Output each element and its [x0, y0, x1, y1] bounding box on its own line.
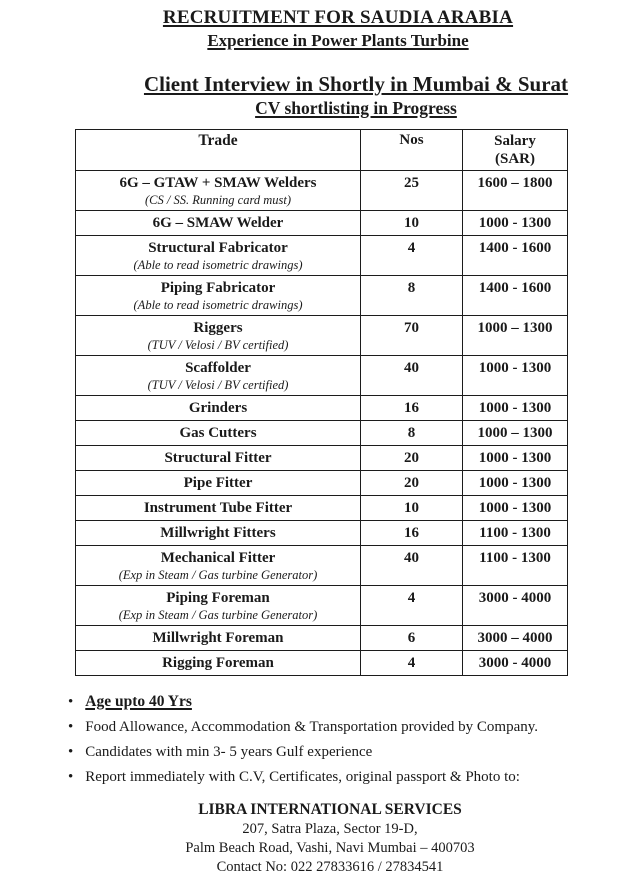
trade-cell — [76, 496, 361, 521]
trade-cell — [76, 626, 361, 651]
table-row — [76, 626, 568, 651]
trade-note: (TUV / Velosi / BV certified) — [147, 338, 289, 352]
nos-value: 25 — [361, 171, 463, 211]
table-row — [76, 651, 568, 676]
page-subtitle: Experience in Power Plants Turbine — [207, 31, 469, 50]
trade-name: Scaffolder — [185, 360, 251, 376]
trade-cell — [76, 236, 361, 276]
trade-name: Instrument Tube Fitter — [143, 500, 293, 516]
salary-value: 1000 - 1300 — [463, 396, 568, 421]
column-header-salary — [463, 130, 568, 171]
agency-address-line1: 207, Satra Plaza, Sector 19-D, — [242, 821, 418, 837]
table-row — [76, 276, 568, 316]
column-header-nos: Nos — [361, 130, 463, 171]
trade-cell — [76, 356, 361, 396]
bullet-text: Age upto 40 Yrs — [85, 693, 192, 710]
cv-shortlisting-heading: CV shortlisting in Progress — [255, 98, 457, 118]
table-row — [76, 521, 568, 546]
trade-name: Structural Fabricator — [148, 240, 288, 256]
table-row — [76, 471, 568, 496]
bullet-text: Food Allowance, Accommodation & Transportation provided by Company. — [85, 719, 539, 735]
trade-name: Riggers — [193, 320, 243, 336]
trade-cell — [76, 396, 361, 421]
salary-value: 3000 - 4000 — [463, 586, 568, 626]
trade-note: (Able to read isometric drawings) — [133, 258, 303, 272]
title-block — [18, 7, 640, 51]
trade-cell — [76, 316, 361, 356]
trade-name: 6G – GTAW + SMAW Welders — [119, 175, 317, 191]
trade-name: Grinders — [188, 400, 248, 416]
bullet-item — [68, 767, 640, 787]
trade-cell — [76, 446, 361, 471]
salary-value: 1600 – 1800 — [463, 171, 568, 211]
trade-table-body — [76, 171, 568, 676]
trade-name: Structural Fitter — [164, 450, 272, 466]
trade-name: Pipe Fitter — [183, 475, 253, 491]
bullet-dot-icon: • — [68, 744, 74, 760]
salary-value: 1100 - 1300 — [463, 546, 568, 586]
table-row — [76, 171, 568, 211]
salary-value: 1000 - 1300 — [463, 446, 568, 471]
trade-note: (CS / SS. Running card must) — [144, 193, 292, 207]
bullet-text: Report immediately with C.V, Certificates, original passport & Photo to: — [85, 769, 520, 785]
bullet-item — [68, 692, 640, 712]
interview-heading: Client Interview in Shortly in Mumbai & Surat — [143, 72, 569, 96]
salary-value: 1000 - 1300 — [463, 471, 568, 496]
table-row — [76, 496, 568, 521]
trade-name: Piping Fabricator — [160, 280, 276, 296]
trade-name: Millwright Foreman — [152, 630, 284, 646]
trade-cell — [76, 276, 361, 316]
table-row — [76, 421, 568, 446]
bullet-text: Candidates with min 3- 5 years Gulf experience — [85, 744, 373, 760]
salary-value: 3000 - 4000 — [463, 651, 568, 676]
table-row — [76, 211, 568, 236]
trade-cell — [76, 586, 361, 626]
table-row — [76, 356, 568, 396]
trade-note: (Exp in Steam / Gas turbine Generator) — [118, 608, 318, 622]
salary-value: 1400 - 1600 — [463, 236, 568, 276]
salary-value: 1400 - 1600 — [463, 276, 568, 316]
bullet-item — [68, 717, 640, 737]
nos-value: 16 — [361, 396, 463, 421]
nos-value: 10 — [361, 211, 463, 236]
nos-value: 16 — [361, 521, 463, 546]
nos-value: 40 — [361, 356, 463, 396]
trade-name: Gas Cutters — [179, 425, 257, 441]
trade-name: 6G – SMAW Welder — [152, 215, 284, 231]
agency-contact-block — [10, 800, 640, 877]
salary-value: 1000 - 1300 — [463, 211, 568, 236]
page-title: RECRUITMENT FOR SAUDIA ARABIA — [162, 7, 514, 28]
bullet-item — [68, 742, 640, 762]
salary-value: 1000 - 1300 — [463, 496, 568, 521]
notes-bullet-list — [68, 692, 640, 787]
table-row — [76, 396, 568, 421]
nos-value: 8 — [361, 276, 463, 316]
salary-value: 3000 – 4000 — [463, 626, 568, 651]
trade-note: (TUV / Velosi / BV certified) — [147, 378, 289, 392]
nos-value: 4 — [361, 236, 463, 276]
trade-name: Rigging Foreman — [162, 655, 274, 671]
nos-value: 40 — [361, 546, 463, 586]
nos-value: 10 — [361, 496, 463, 521]
trade-cell — [76, 171, 361, 211]
trade-cell — [76, 421, 361, 446]
bullet-dot-icon: • — [68, 769, 74, 785]
nos-value: 20 — [361, 446, 463, 471]
agency-contact-number: Contact No: 022 27833616 / 27834541 — [216, 859, 444, 875]
nos-value: 70 — [361, 316, 463, 356]
trade-cell — [76, 471, 361, 496]
trade-note: (Able to read isometric drawings) — [133, 298, 303, 312]
trade-note: (Exp in Steam / Gas turbine Generator) — [118, 568, 318, 582]
trade-name: Millwright Fitters — [160, 525, 276, 541]
nos-value: 6 — [361, 626, 463, 651]
salary-value: 1000 – 1300 — [463, 421, 568, 446]
agency-address-line2: Palm Beach Road, Vashi, Navi Mumbai – 400703 — [185, 840, 475, 856]
table-row — [76, 546, 568, 586]
trade-name: Mechanical Fitter — [160, 550, 276, 566]
trade-cell — [76, 521, 361, 546]
salary-value: 1000 – 1300 — [463, 316, 568, 356]
trades-table-header — [76, 130, 568, 171]
trade-name: Piping Foreman — [166, 590, 270, 606]
table-row — [76, 446, 568, 471]
interview-heading-block — [36, 72, 640, 119]
nos-value: 8 — [361, 421, 463, 446]
trades-table — [75, 129, 568, 676]
bullet-dot-icon: • — [68, 694, 74, 710]
agency-name: LIBRA INTERNATIONAL SERVICES — [198, 801, 462, 818]
column-header-salary-line1: Salary — [494, 133, 536, 149]
trade-cell — [76, 546, 361, 586]
nos-value: 4 — [361, 586, 463, 626]
table-row — [76, 586, 568, 626]
column-header-salary-line2: (SAR) — [495, 151, 535, 167]
nos-value: 20 — [361, 471, 463, 496]
table-row — [76, 316, 568, 356]
bullet-dot-icon: • — [68, 719, 74, 735]
trade-cell — [76, 651, 361, 676]
table-row — [76, 236, 568, 276]
nos-value: 4 — [361, 651, 463, 676]
salary-value: 1100 - 1300 — [463, 521, 568, 546]
salary-value: 1000 - 1300 — [463, 356, 568, 396]
column-header-trade: Trade — [76, 130, 361, 171]
trade-cell — [76, 211, 361, 236]
header-row — [76, 130, 568, 171]
